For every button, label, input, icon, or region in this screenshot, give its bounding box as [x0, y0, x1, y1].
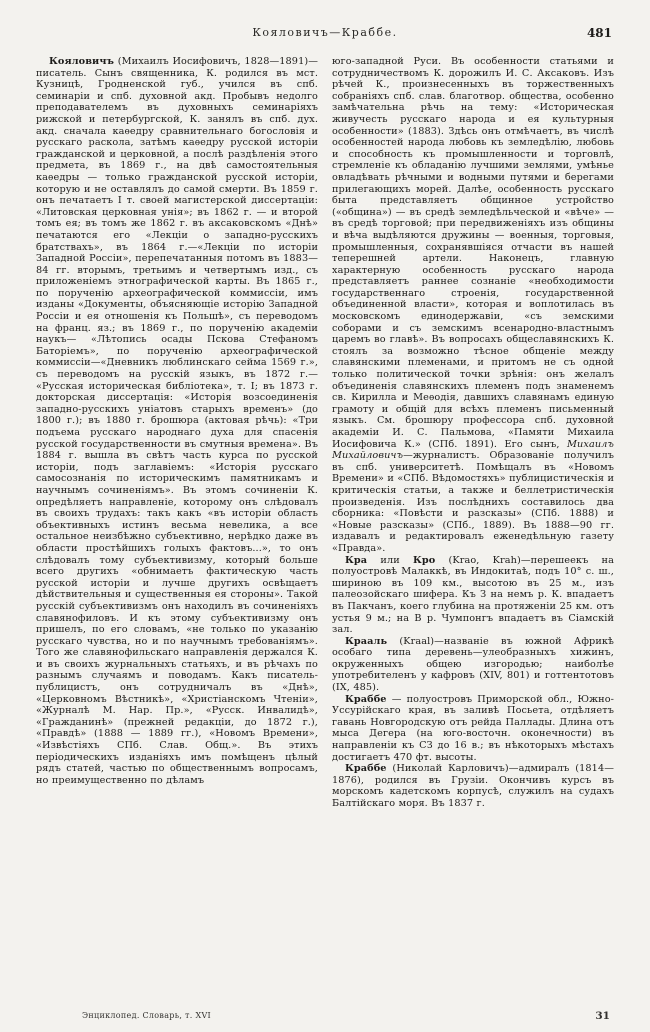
entry-headword: Краббе — [345, 763, 387, 775]
entry-headword-alt: Кро — [412, 554, 436, 566]
entry-headword: Кояловичъ — [49, 56, 115, 67]
page-number: 481 — [586, 26, 612, 40]
headword-connector: или — [367, 554, 413, 566]
entry-body: (Михаилъ Иосифовичъ, 1828—1891)—писатель. Сынъ священника, К. родился въ мст. Кузницѣ, Гродненской губ., учился въ спб. семинаріи и спб. духовной акд. Пробывъ недолго преподавателемъ въ духовныхъ семинаріяхъ рижской и петербургской, К. занялъ въ спб. дух. акд. сначала каѳедру сравнительнаго богословія и русскаго раскола, затѣмъ каѳедру русской исторіи гражданской и церковной, а послѣ раздѣленія этого предмета, въ 1869 г., на двѣ самостоятельныя каѳедры — только гражданской русской исторіи, которую и не оставлялъ до самой смерти. Въ 1859 г. онъ печатаетъ I т. своей магистерской диссертаціи: «Литовская церковная унія»; въ 1862 г. — и второй томъ ея; въ томъ же 1862 г. въ аксаковскомъ «Днѣ» печатаются его «Лекціи о западно-русскихъ братствахъ», въ 1864 г.—«Лекціи по исторіи Западной Россіи», перепечатанныя потомъ въ 1883—84 гг. вторымъ, третьимъ и четвертымъ изд., съ приложеніемъ этнографической карты. Въ 1865 г., по порученію археографической коммиссіи, имъ изданы «Документы, объясняющіе исторію Западной Россіи и ея отношенія къ Польшѣ», съ переводомъ на франц. яз.; въ 1869 г., по порученію академіи наукъ— «Лѣтопись осады Пскова Стефаномъ Баторіемъ», по порученію археографической коммиссіи—«Дневникъ люблинскаго сейма 1569 г.», съ переводомъ на русскій языкъ, въ 1872 г.— «Русская историческая библіотека», т. I; въ 1873 г. докторская диссертація: «Исторія возсоединенія западно-русскихъ уніатовъ старыхъ временъ» (до 1800 г.); въ 1880 г. брошюра (актовая рѣчь): «Три подъема русскаго народнаго духа для спасенія русской государственности въ смутныя времена». Въ 1884 г. вышла въ свѣтъ часть курса по русской исторіи, подъ заглавіемъ: «Исторія русскаго самосознанія по историческимъ памятникамъ и научнымъ сочиненіямъ». Въ этомъ сочиненіи К. опредѣляетъ направленіе, которому онъ слѣдовалъ въ своихъ трудахъ: такъ какъ «въ исторіи область объективныхъ истинъ весьма невелика, а все остальное неизбѣжно субъективно, нерѣдко даже въ области простѣйшихъ голыхъ фактовъ...», то онъ слѣдовалъ тому субъективизму, который больше всего другихъ «обнимаетъ фактическую часть русской исторіи и лучше другихъ освѣщаетъ дѣйствительныя и существенныя ея стороны». Такой русскій субъективизмъ онъ находилъ въ сочиненіяхъ славянофиловъ. И къ этому субъективизму онъ пришелъ, по его словамъ, «не только по указанію русскаго чувства, но и по научнымъ требованіямъ». Того же славянофильскаго направленія держался К. и въ своихъ журнальныхъ статьяхъ, и въ рѣчахъ по разнымъ случаямъ и поводамъ. Какъ писатель-публицистъ, онъ сотрудничалъ въ «Днѣ», «Церковномъ Вѣстникѣ», «Христіанскомъ Чтеніи», «Журналѣ М. Нар. Пр.», «Русск. Инвалидѣ», «Гражданинѣ» (прежней редакціи, до 1872 г.), «Правдѣ» (1888 — 1889 гг.), «Новомъ Времени», «Извѣстіяхъ СПб. Слав. Общ.». Въ этихъ періодическихъ изданіяхъ имъ помѣщенъ цѣлый рядъ статей, частью по общественнымъ вопросамъ, но преимущественно по дѣламъ — [36, 56, 318, 786]
entry-headword: Краббе — [345, 693, 387, 705]
entry-headword: Крааль — [345, 635, 388, 647]
left-column — [36, 56, 318, 810]
entry-krabbe-admiral — [332, 763, 614, 809]
son-name: Михаилъ Михайловичъ — [332, 438, 614, 462]
entry-kra — [332, 555, 614, 636]
entry-body: (Krao, Krah)—перешеекъ на полуостровѣ Малаккѣ, въ Индокитаѣ, подъ 10° с. ш., шириною въ 109 км., высотою въ 25 м., изъ палеозойскаго шифера. Къ З на немъ р. К. впадаетъ въ Пакчанъ, коего глубина на протяженіи 25 км. отъ устья 9 м.; на В р. Чумпонгъ впадаетъ въ Сіамскій зал. — [332, 554, 614, 636]
text-columns — [36, 56, 614, 810]
entry-body: (Kraal)—названіе въ южной Африкѣ особаго типа деревень—улеобразныхъ хижинъ, окруженныхъ общею изгородью; наиболѣе употребителенъ у кафровъ (XIV, 801) и готтентотовъ (IX, 485). — [332, 635, 614, 694]
page-footer — [36, 1008, 614, 1022]
entry-body: — полуостровъ Приморской обл., Южно-Уссурійскаго края, въ заливѣ Посьета, отдѣляетъ гавань Новгородскую отъ рейда Паллады. Длина отъ мыса Дегера (на юго-восточн. оконечности) въ направленіи къ СЗ до 16 в.; въ нѣкоторыхъ мѣстахъ достигаетъ 470 фт. высоты. — [332, 693, 614, 763]
entry-koyalovich — [36, 56, 318, 786]
entry-koyalovich-continuation — [332, 56, 614, 555]
entry-kraal — [332, 636, 614, 694]
imprint: Энциклопед. Словарь, т. XVI — [82, 1011, 212, 1020]
right-column — [332, 56, 614, 810]
entry-krabbe-peninsula — [332, 694, 614, 764]
page-header — [36, 26, 614, 42]
sheet-number: 31 — [595, 1010, 610, 1022]
entry-headword: Кра — [345, 554, 368, 566]
continuation-text: юго-западной Руси. Въ особенности статьями и сотрудничествомъ К. дорожилъ И. С. Аксаковъ. Изъ рѣчей К., произнесенныхъ въ торжественныхъ собраніяхъ спб. слав. благотвор. общества, особенно замѣчательна рѣчь на тему: «Историческая живучесть русскаго народа и ея культурныя особенности» (1883). Здѣсь онъ отмѣчаетъ, въ числѣ особенностей народа любовь къ земледѣлію, любовь и способность къ промышленности и торговлѣ, стремленіе къ обладанію лучшими землями, умѣнье овладѣвать рѣчными и водными путями и берегами прилегающихъ морей. Далѣе, особенность русскаго быта представляетъ общинное устройство («община») — въ средѣ земледѣльческой и «вѣче» — въ средѣ торговой; при передвиженіяхъ изъ общины и вѣча выдѣляются дружины — военныя, торговыя, промышленныя, сохранявшіяся отчасти въ нашей теперешней артели. Наконецъ, главную характерную особенность русскаго народа представляетъ раннее сознаніе «необходимости государственнаго строенія, государственной объединенной власти», которая и воплотилась въ московскомъ единодержавіи, «съ земскими соборами и съ земскимъ всенародно-властнымъ царемъ во главѣ». Въ вопросахъ общеславянскихъ К. стоялъ за возможно тѣсное общеніе между славянскими племенами, и притомъ не съ одной только политической точки зрѣнія: онъ желалъ объединенія славянскихъ племенъ подъ знаменемъ св. Кирилла и Меѳодія, давшихъ славянамъ единую грамоту и общій для всѣхъ племенъ письменный языкъ. См. брошюру профессора спб. духовной академіи И. С. Пальмова, «Памяти Михаила Иосифовича К.» (СПб. 1891). Его сынъ, — [332, 56, 614, 450]
running-title: Кояловичъ—Краббе. — [252, 26, 398, 39]
entry-body: (Николай Карловичъ)—адмиралъ (1814—1876), родился въ Грузіи. Окончивъ курсъ въ морскомъ кадетскомъ корпусѣ, служилъ на судахъ Балтійскаго моря. Въ 1837 г. — [332, 763, 614, 809]
continuation-text-after: —журналистъ. Образованіе получилъ въ спб. университетѣ. Помѣщалъ въ «Новомъ Времени» и «СПб. Вѣдомостяхъ» публицистическія и критическія статьи, а также и беллетристическія произведенія. Изъ послѣднихъ составилось два сборника: «Повѣсти и разсказы» (СПб. 1888) и «Новые разсказы» (СПб., 1889). Въ 1888—90 гг. издавалъ и редактировалъ еженедѣльную газету «Правда». — [332, 450, 614, 554]
